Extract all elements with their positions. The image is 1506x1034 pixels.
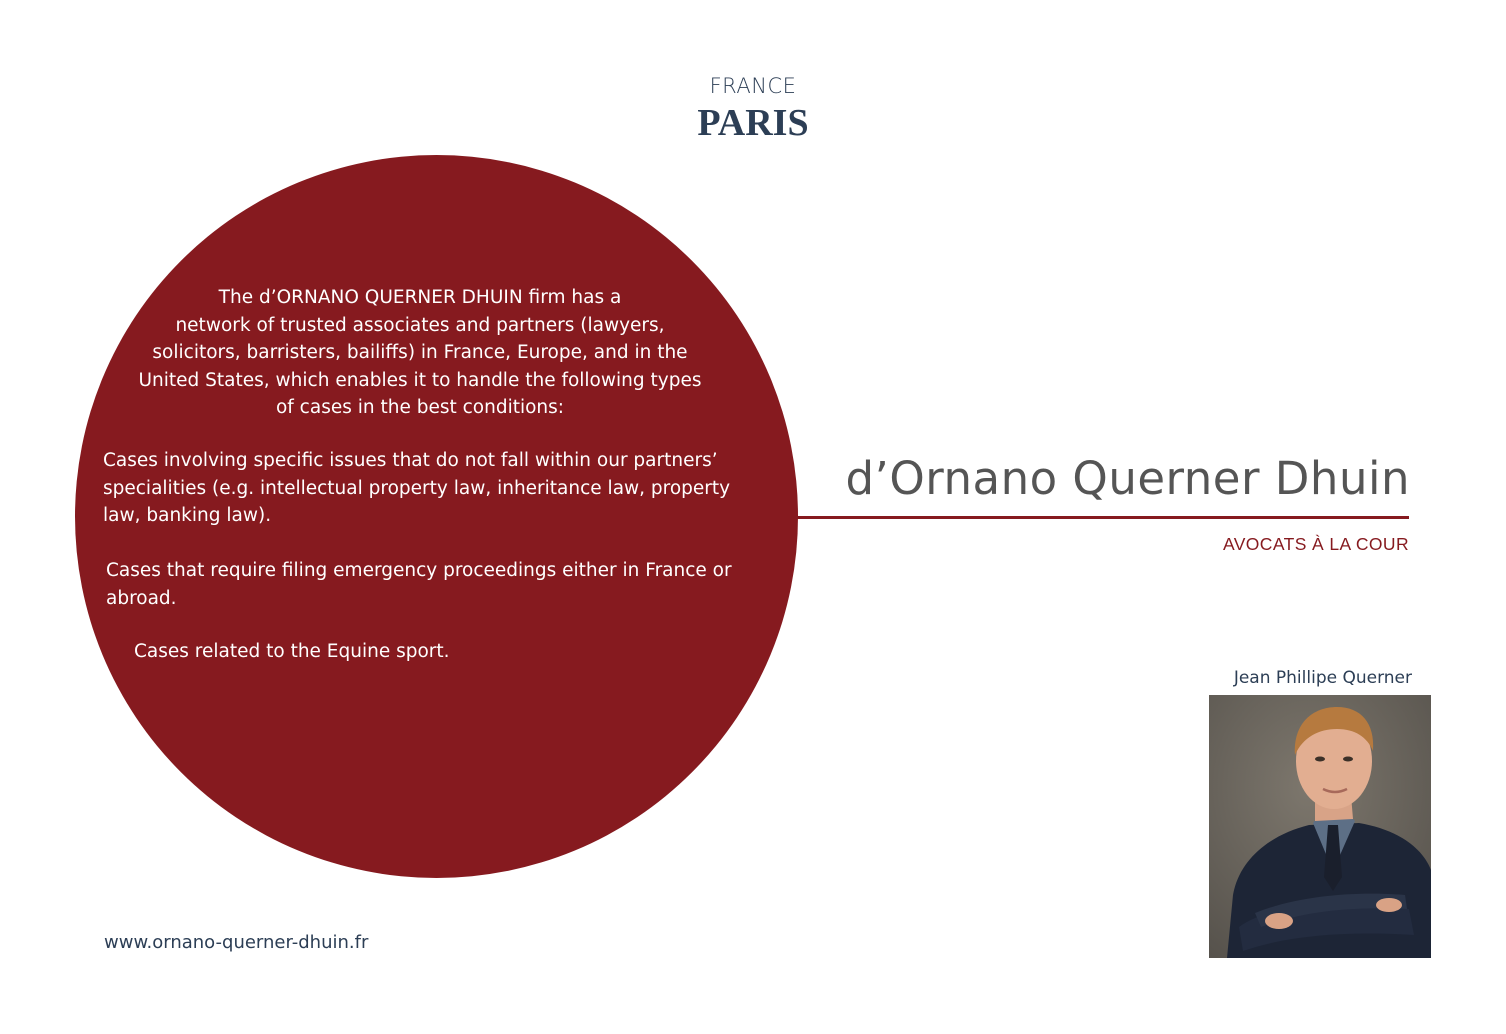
firm-name: d’Ornano Querner Dhuin [845,452,1410,505]
case-item-emergency: Cases that require filing emergency proceedings either in France or abroad. [106,560,732,609]
intro-paragraph: The d’ORNANO QUERNER DHUIN firm has a network of trusted associates and partners (lawyers, solicitors, barristers, bailiffs) in France, Europe, and in the United States, which enables it to handle the following types of cases in the best conditions: [138,287,702,418]
website-link[interactable]: www.ornano-querner-dhuin.fr [104,932,369,953]
person-name: Jean Phillipe Querner [1233,668,1412,688]
case-item-equine: Cases related to the Equine sport. [134,641,450,662]
country-label: FRANCE [709,74,797,98]
case-item-specialities: Cases involving specific issues that do not fall within our partners’ specialities (e.g. intellectual property law, inheritance law, property law, banking law). [103,450,731,526]
firm-divider [797,516,1409,519]
portrait-photo [1209,695,1431,958]
city-title: PARIS [697,102,809,144]
portrait-illustration [1209,695,1431,958]
firm-tagline: AVOCATS À LA COUR [1222,534,1409,554]
